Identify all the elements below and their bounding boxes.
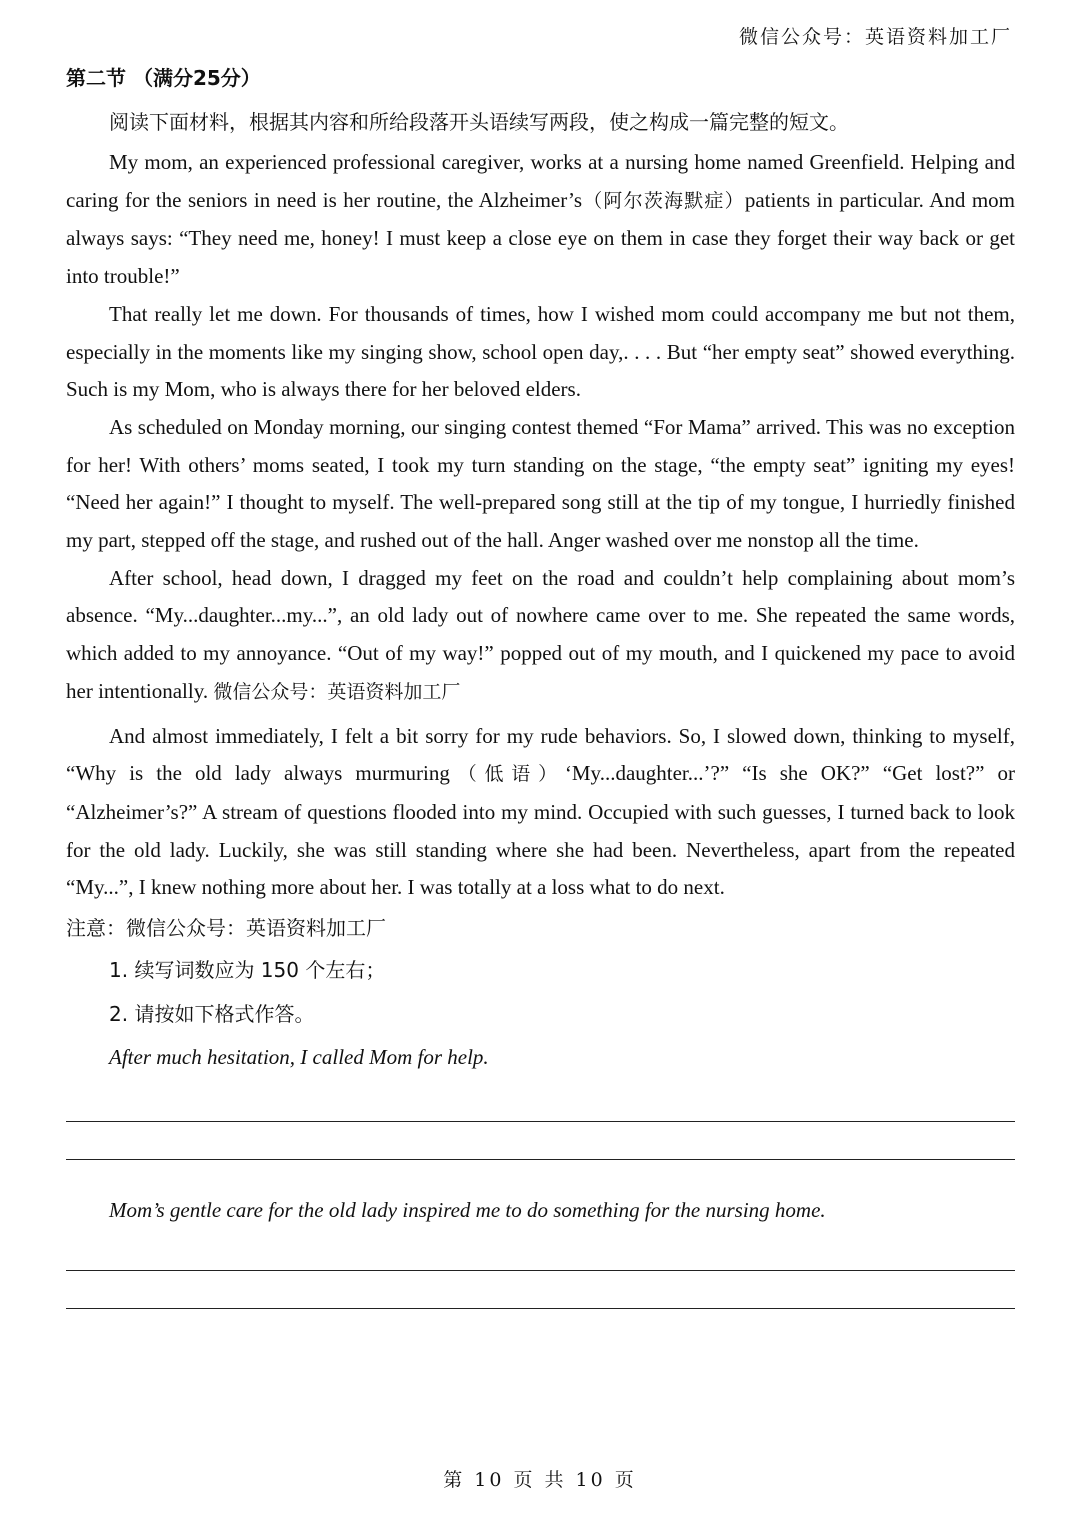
story-paragraph-2: That really let me down. For thousands of times, how I wished mom could accompany me but not them, especially in the moments like my singing show, school open day,. . . . But “her empty seat” showed everything. Such is my Mom, who is always there for her beloved elders. <box>66 301 1015 402</box>
p1-text-a: My mom, an experienced professional caregiver, works at a nursing home named Greenfield. Helping and caring for the seniors in need is her routine, the Alzheimer’s <box>66 150 1015 212</box>
writing-line <box>66 1121 1015 1122</box>
instruction-text: 阅读下面材料，根据其内容和所给段落开头语续写两段，使之构成一篇完整的短文。 <box>109 110 849 134</box>
note-item-2: 2. 请按如下格式作答。 <box>109 1002 315 1027</box>
p1-text-b: patients in particular. And mom always says: “They need me, honey! I must keep a close eye on them in case they forget their way back or get into trouble!” <box>66 187 1015 289</box>
story-paragraph-4 <box>66 560 1015 712</box>
story-paragraph-5 <box>66 718 1015 908</box>
section-title: 第二节 （满分25分） <box>66 66 261 90</box>
p4-text: After school, head down, I dragged my feet on the road and couldn’t help complaining about mom’s absence. “My...daughter...my...”, an old lady out of nowhere came over to me. She repeated the same words, which added to my annoyance. “Out of my way!” popped out of my mouth, and I quickened my pace to avoid her intentionally. <box>66 565 1015 703</box>
p5-chinese-gloss: （低语） <box>449 763 565 786</box>
p5-text-b: ‘My...daughter...’?” “Is she OK?” “Get lost?” or “Alzheimer’s?” A stream of questions flooded into my mind. Occupied with such guesses, I turned back to look for the old lady. Luckily, she was still standing where she had been. Nevertheless, apart from the repeated “My...”, I knew nothing more about her. I was totally at a loss what to do next. <box>66 761 1015 900</box>
p5-text-a: And almost immediately, I felt a bit sorry for my rude behaviors. So, I slowed down, thinking to myself, “Why is the old lady always murmuring <box>66 723 1015 786</box>
header-watermark: 微信公众号：英语资料加工厂 <box>738 26 1012 48</box>
note-item-1: 1. 续写词数应为 150 个左右； <box>109 958 386 983</box>
story-paragraph-3: As scheduled on Monday morning, our singing contest themed “For Mama” arrived. This was no exception for her! With others’ moms seated, I took my turn standing on the stage, “the empty seat” igniting my eyes! “Need her again!” I thought to myself. The well-prepared song still at the tip of my tongue, I hurriedly finished my part, stepped off the stage, and rushed out of the hall. Anger washed over me nonstop all the time. <box>66 414 1015 553</box>
inline-watermark: 微信公众号：英语资料加工厂 <box>213 680 461 703</box>
writing-line <box>66 1270 1015 1271</box>
second-paragraph-prompt: Mom’s gentle care for the old lady inspired me to do something for the nursing home. <box>109 1198 826 1223</box>
page-number: 第 10 页 共 10 页 <box>443 1469 637 1491</box>
writing-line <box>66 1159 1015 1160</box>
writing-line <box>66 1308 1015 1309</box>
notes-title: 注意：微信公众号：英语资料加工厂 <box>66 916 386 941</box>
first-paragraph-prompt: After much hesitation, I called Mom for help. <box>109 1045 489 1070</box>
p1-chinese-gloss: （阿尔茨海默症） <box>582 189 745 212</box>
page-content <box>66 62 1015 1309</box>
story-paragraph-1 <box>66 144 1015 296</box>
